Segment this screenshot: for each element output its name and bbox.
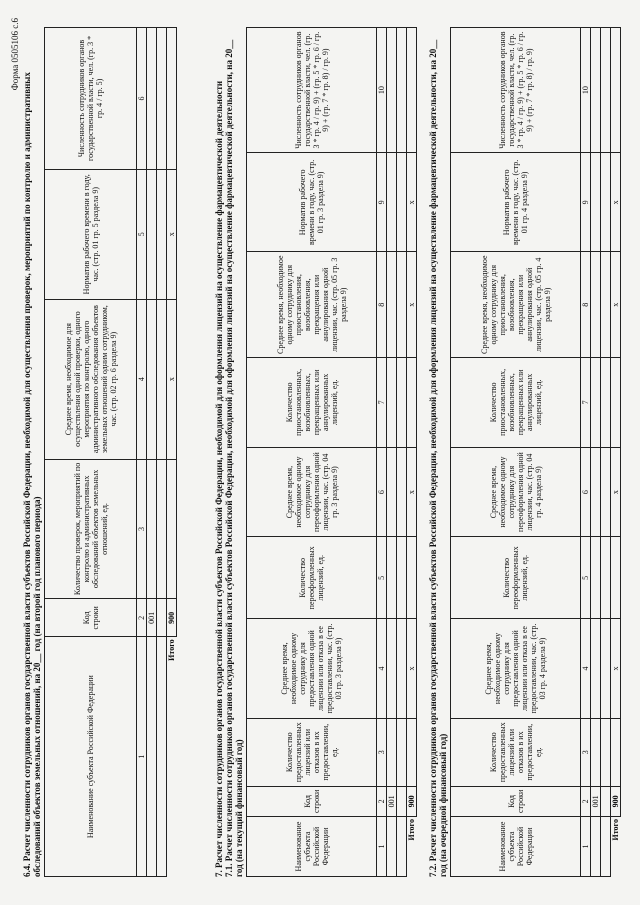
data-cell [147, 637, 157, 877]
data-cell [397, 357, 407, 447]
column-number: 9 [377, 153, 387, 252]
x-cell: x [407, 252, 417, 358]
data-cell [157, 28, 167, 170]
header-cell: Количество приостановленных, возобновленных, прекращенных или аннулированных лицензий, ед. [247, 357, 377, 447]
data-cell [387, 718, 397, 786]
row-code: 001 [591, 786, 601, 816]
data-cell [387, 447, 397, 537]
x-cell: x [611, 252, 621, 358]
data-cell [591, 252, 601, 358]
section-6-4-title: 6.4. Расчет численности сотрудников органов государственной власти субъектов Российской Федерации, необходимой для осуществления проверок, мероприятий по контролю и административных обследований объектов земельных отношений, на 20__ год (на второй год планового периода) [22, 72, 42, 877]
header-cell: Среднее время, необходимое для осуществления одной проверки, одного мероприятия по контролю, одного административного обследования объектов земельных отношений одним сотрудником, час. (стр. 02 гр. 6 раздела 9) [45, 299, 137, 459]
data-cell [601, 28, 611, 153]
data-cell [601, 718, 611, 786]
data-cell [397, 817, 407, 877]
column-number: 3 [377, 718, 387, 786]
data-cell [157, 637, 167, 877]
x-cell: x [611, 619, 621, 719]
column-number: 2 [137, 599, 147, 637]
section-7-title: 7. Расчет численности сотрудников органов государственной власти субъектов Российской Федерации, необходимой для оформления лицензий на осуществление фармацевтической деятельности [214, 80, 224, 877]
column-number: 2 [581, 786, 591, 816]
total-cell [167, 459, 177, 599]
data-cell [157, 599, 167, 637]
table-6-4 [44, 27, 177, 877]
data-cell [387, 817, 397, 877]
total-label: Итого [611, 817, 621, 877]
total-label: Итого [407, 817, 417, 877]
column-number: 8 [377, 252, 387, 358]
header-cell: Численность сотрудников органов государственной власти, чел. (гр. 3 * гр. 4 / гр. 9) + (гр. 5 * гр. 6 / гр. 9) + (гр. 7 * гр. 8) / гр. 9) [247, 28, 377, 153]
total-code: 900 [407, 786, 417, 816]
data-cell [397, 786, 407, 816]
data-cell [157, 169, 167, 299]
row-code: 001 [387, 786, 397, 816]
total-cell [407, 537, 417, 619]
header-cell: Код строки [451, 786, 581, 816]
section-7-2-title: 7.2. Расчет численности сотрудников органов государственной власти субъектов Российской Федерации, необходимой для оформления лицензий на осуществление фармацевтической деятельности, на 20__ год (на очередной финансовый год) [428, 39, 448, 877]
data-cell [591, 153, 601, 252]
column-number: 4 [137, 299, 147, 459]
column-number: 1 [377, 817, 387, 877]
total-cell [407, 357, 417, 447]
data-cell [591, 537, 601, 619]
data-cell [601, 252, 611, 358]
data-cell [387, 357, 397, 447]
total-cell [611, 537, 621, 619]
column-number: 1 [581, 817, 591, 877]
header-cell: Норматив рабочего времени в году, час. (стр. 01 гр. 5 раздела 9) [45, 169, 137, 299]
data-cell [591, 718, 601, 786]
header-cell: Численность сотрудников органов государственной власти, чел. (гр. 3 * гр. 4 / гр. 5) [45, 28, 137, 170]
section-7-1-title: 7.1. Расчет численности сотрудников органов государственной власти субъектов Российской Федерации, необходимой для оформления лицензий на осуществление фармацевтической деятельности, на 20__ год (на текущий финансовый год) [224, 39, 244, 877]
header-cell: Среднее время, необходимое одному сотруднику для переоформления одной лицензии, час. (стр. 04 гр. 4 раздела 9) [451, 447, 581, 537]
data-cell [601, 447, 611, 537]
column-number: 3 [581, 718, 591, 786]
table-7-1 [246, 27, 417, 877]
data-cell [601, 786, 611, 816]
total-cell [407, 718, 417, 786]
header-cell: Код строки [247, 786, 377, 816]
data-cell [601, 537, 611, 619]
header-cell: Количество переоформленных лицензий, ед. [451, 537, 581, 619]
header-cell: Норматив рабочего времени в году, час. (стр. 01 гр. 3 раздела 9) [247, 153, 377, 252]
column-number: 5 [581, 537, 591, 619]
column-number: 6 [377, 447, 387, 537]
column-number: 6 [581, 447, 591, 537]
data-cell [397, 619, 407, 719]
data-cell [387, 153, 397, 252]
header-cell: Численность сотрудников органов государственной власти, чел. (гр. 3 * гр. 4 / гр. 9) + (гр. 5 * гр. 6 / гр. 9) + (гр. 7 * гр. 8) / гр. 9) [451, 28, 581, 153]
data-cell [601, 619, 611, 719]
x-cell: x [611, 447, 621, 537]
data-cell [591, 817, 601, 877]
header-cell: Норматив рабочего времени в году, час. (стр. 01 гр. 4 раздела 9) [451, 153, 581, 252]
data-cell [157, 299, 167, 459]
data-cell [591, 619, 601, 719]
form-code: Форма 0505106 с.6 [10, 18, 20, 91]
x-cell: x [407, 619, 417, 719]
total-cell [167, 28, 177, 170]
column-number: 4 [377, 619, 387, 719]
header-cell: Наименование субъекта Российской Федерации [451, 817, 581, 877]
data-cell [591, 28, 601, 153]
data-cell [397, 153, 407, 252]
data-cell [601, 153, 611, 252]
header-cell: Среднее время, необходимое одному сотруднику для предоставления одной лицензии или отказа в ее предоставлении, час. (стр. 03 гр. 3 раздела 9) [247, 619, 377, 719]
header-cell: Наименование субъекта Российской Федерации [45, 637, 137, 877]
header-cell: Количество предоставленных лицензий или отказов в их предоставлении, ед. [247, 718, 377, 786]
header-cell: Количество переоформленных лицензий, ед. [247, 537, 377, 619]
column-number: 8 [581, 252, 591, 358]
column-number: 1 [137, 637, 147, 877]
header-cell: Среднее время, необходимое одному сотруднику для приостановления, возобновления, прекращения или аннулирования одной лицензии, час. (стр. 05 гр. 3 раздела 9) [247, 252, 377, 358]
data-cell [601, 357, 611, 447]
data-cell [397, 252, 407, 358]
total-code: 900 [611, 786, 621, 816]
column-number: 10 [377, 28, 387, 153]
table-7-2 [450, 27, 621, 877]
header-cell: Количество предоставленных лицензий или отказов в их предоставлении, ед. [451, 718, 581, 786]
data-cell [147, 169, 157, 299]
header-cell: Среднее время, необходимое одному сотруднику для переоформления одной лицензии, час. (стр. 04 гр. 3 раздела 9) [247, 447, 377, 537]
data-cell [147, 299, 157, 459]
column-number: 5 [377, 537, 387, 619]
data-cell [397, 28, 407, 153]
data-cell [397, 447, 407, 537]
total-cell [611, 28, 621, 153]
x-cell: x [611, 153, 621, 252]
data-cell [387, 28, 397, 153]
x-cell: x [407, 447, 417, 537]
total-cell [407, 28, 417, 153]
header-cell: Количество приостановленных, возобновленных, прекращенных или аннулированных лицензий, ед. [451, 357, 581, 447]
data-cell [591, 447, 601, 537]
row-code: 001 [147, 599, 157, 637]
data-cell [397, 537, 407, 619]
column-number: 4 [581, 619, 591, 719]
column-number: 7 [581, 357, 591, 447]
column-number: 2 [377, 786, 387, 816]
header-cell: Среднее время, необходимое одному сотруднику для предоставления одной лицензии или отказа в ее предоставлении, час. (стр. 03 гр. 4 раздела 9) [451, 619, 581, 719]
header-cell: Код строки [45, 599, 137, 637]
data-cell [147, 459, 157, 599]
x-cell: x [167, 299, 177, 459]
x-cell: x [407, 153, 417, 252]
total-cell [611, 718, 621, 786]
header-cell: Наименование субъекта Российской Федерации [247, 817, 377, 877]
column-number: 10 [581, 28, 591, 153]
data-cell [387, 537, 397, 619]
total-label: Итого [167, 637, 177, 877]
column-number: 6 [137, 28, 147, 170]
data-cell [157, 459, 167, 599]
x-cell: x [167, 169, 177, 299]
data-cell [387, 252, 397, 358]
total-code: 900 [167, 599, 177, 637]
column-number: 7 [377, 357, 387, 447]
data-cell [397, 718, 407, 786]
data-cell [601, 817, 611, 877]
column-number: 3 [137, 459, 147, 599]
header-cell: Среднее время, необходимое одному сотруднику для приостановления, возобновления, прекращения или аннулирования одной лицензии, час. (стр. 05 гр. 4 раздела 9) [451, 252, 581, 358]
header-cell: Количество проверок, мероприятий по контролю и административных обследований объектов земельных отношений, ед. [45, 459, 137, 599]
data-cell [387, 619, 397, 719]
data-cell [591, 357, 601, 447]
column-number: 9 [581, 153, 591, 252]
data-cell [147, 28, 157, 170]
total-cell [611, 357, 621, 447]
column-number: 5 [137, 169, 147, 299]
